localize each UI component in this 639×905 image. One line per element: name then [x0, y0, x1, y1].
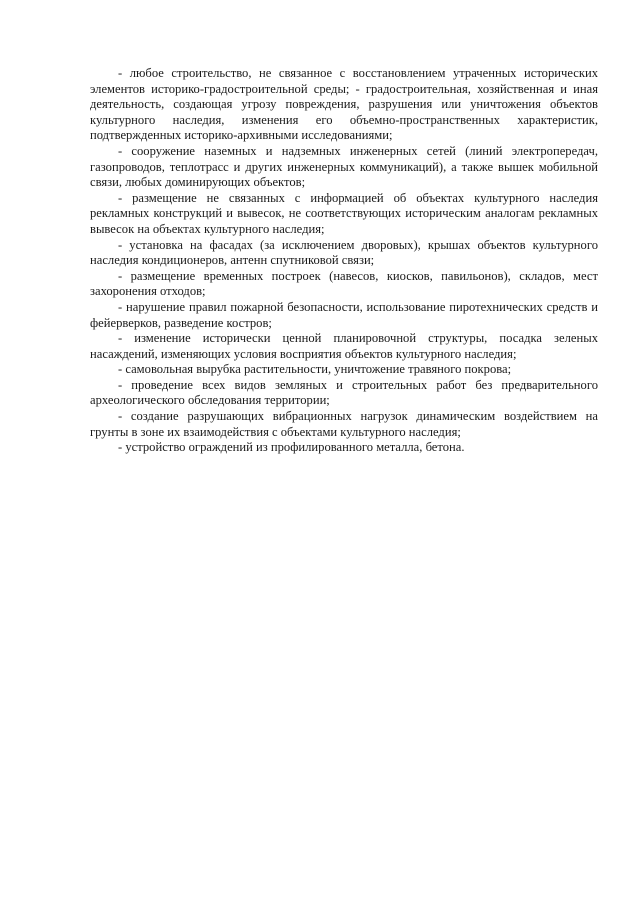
paragraph-6: - нарушение правил пожарной безопасности, использование пиротехнических средств и фейерверков, разведение костров;	[90, 299, 598, 330]
paragraph-3: - размещение не связанных с информацией об объектах культурного наследия рекламных конструкций и вывесок, не соответствующих историческим аналогам рекламных вывесок на объектах культурного наследия;	[90, 190, 598, 236]
paragraph-11: - устройство ограждений из профилированного металла, бетона.	[118, 440, 465, 455]
paragraph-2: - сооружение наземных и надземных инженерных сетей (линий электропередач, газопроводов, теплотрасс и других инженерных коммуникаций), а также вышек мобильной связи, любых доминирующих объектов;	[90, 143, 598, 190]
paragraph-4: - установка на фасадах (за исключением дворовых), крышах объектов культурного наследия кондиционеров, антенн спутниковой связи;	[90, 237, 598, 268]
paragraph-10: - создание разрушающих вибрационных нагрузок динамическим воздействием на грунты в зоне их взаимодействия с объектами культурного наследия;	[90, 409, 598, 439]
document-body	[90, 66, 598, 456]
paragraph-5: - размещение временных построек (навесов, киосков, павильонов), складов, мест захоронения отходов;	[90, 268, 598, 299]
paragraph-8: - самовольная вырубка растительности, уничтожение травяного покрова;	[118, 362, 512, 377]
paragraph-7: - изменение исторически ценной планировочной структуры, посадка зеленых насаждений, изменяющих условия восприятия объектов культурного наследия;	[90, 331, 598, 361]
paragraph-9: - проведение всех видов земляных и строительных работ без предварительного археологического обследования территории;	[90, 377, 598, 408]
paragraph-1: - любое строительство, не связанное с восстановлением утраченных исторических элементов историко-градостроительной среды; - градостроительная, хозяйственная и иная деятельность, создающая угрозу повреждения, разрушения или уничтожения объектов культурного наследия, изменения его объемно-пространственных характеристик, подтвержденных историко-архивными исследованиями;	[90, 66, 598, 143]
